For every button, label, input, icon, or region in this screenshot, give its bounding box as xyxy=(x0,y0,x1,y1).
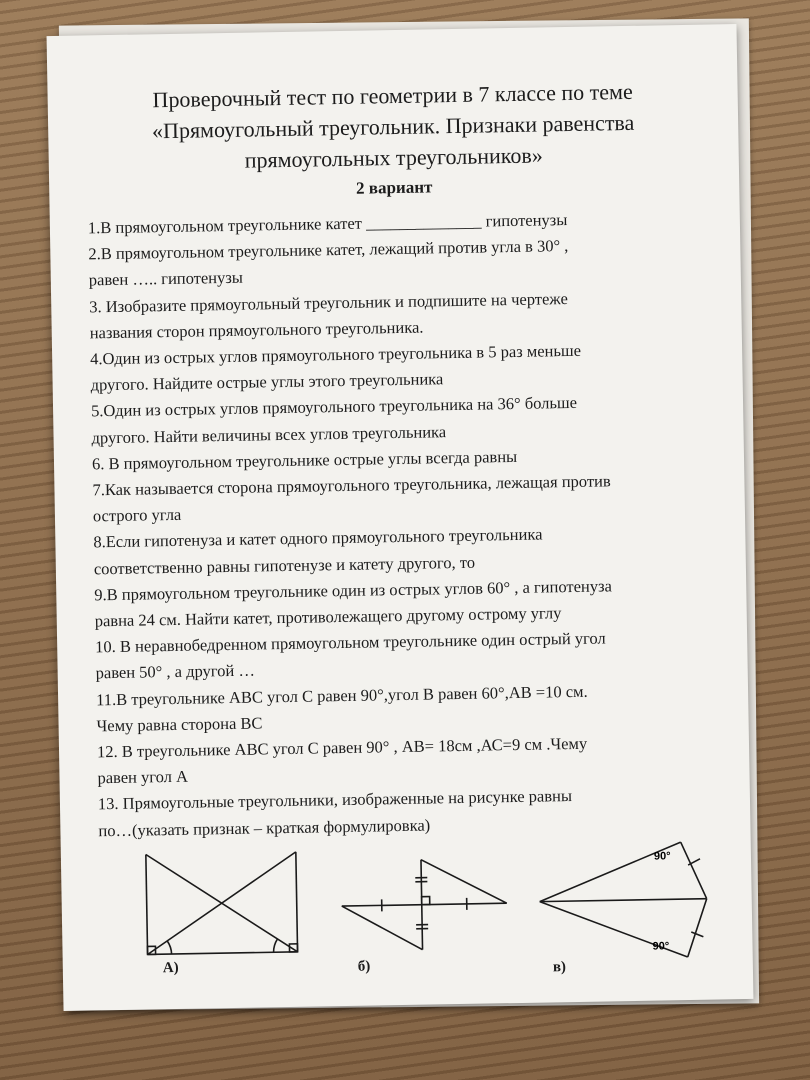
question-line: по…(указать признак – краткая формулировка) xyxy=(98,815,431,840)
question-line: 3. Изобразите прямоугольный треугольник и подпишите на чертеже xyxy=(89,288,568,316)
title-line: «Прямоугольный треугольник. Признаки равенства xyxy=(151,109,635,144)
title-line: прямоугольных треугольников» xyxy=(244,142,543,173)
question-line: 11.В треугольнике АВС угол С равен 90°,угол В равен 60°,АВ =10 см. xyxy=(95,681,588,709)
question-line: 12. В треугольнике АВС угол С равен 90° , АВ= 18см ,АС=9 см .Чему xyxy=(96,733,588,762)
question-line: 2.В прямоугольном треугольнике катет, лежащий против угла в 30° , xyxy=(88,236,569,264)
figure-b-drawing xyxy=(336,848,518,961)
question-line: 6. В прямоугольном треугольнике острые углы всегда равны xyxy=(91,446,518,474)
test-sheet xyxy=(47,24,754,1011)
question-line: 1.В прямоугольном треугольнике катет ______________ гипотенузы xyxy=(87,210,568,238)
question-line: 9.В прямоугольном треугольнике один из острых углов 60° , а гипотенуза xyxy=(94,576,612,605)
figure-c-drawing xyxy=(531,837,718,965)
question-line: 13. Прямоугольные треугольники, изображенные на рисунке равны xyxy=(97,786,573,814)
question-line: Чему равна сторона ВС xyxy=(96,713,263,736)
question-line: равен угол А xyxy=(97,767,189,788)
question-line: 4.Один из острых углов прямоугольного треугольника в 5 раз меньше xyxy=(90,340,582,369)
question-line: равен 50° , а другой … xyxy=(95,661,256,683)
question-line: названия сторон прямоугольного треугольника. xyxy=(89,317,424,343)
question-line: 8.Если гипотенуза и катет одного прямоугольного треугольника xyxy=(93,524,543,552)
question-line: соответственно равны гипотенузе и катету другого, то xyxy=(93,552,476,578)
question-line: острого угла xyxy=(92,505,182,526)
title-line: Проверочный тест по геометрии в 7 классе по теме xyxy=(152,78,633,113)
question-line: 5.Один из острых углов прямоугольного треугольника на 36° больше xyxy=(90,393,578,421)
test-title xyxy=(87,75,699,179)
angle-label-top: 90° xyxy=(653,850,671,863)
question-line: другого. Найти величины всех углов треугольника xyxy=(91,421,447,447)
question-line: равна 24 см. Найти катет, противолежащего другому острому углу xyxy=(94,603,562,631)
figure-b-label: б) xyxy=(357,958,371,975)
figure-a-drawing xyxy=(136,847,308,960)
variant-heading: 2 вариант xyxy=(355,177,433,198)
question-line: 7.Как называется сторона прямоугольного треугольника, лежащая против xyxy=(92,471,611,500)
question-list xyxy=(88,204,729,844)
question-line: 10. В неравнобедренном прямоугольном треугольнике один острый угол xyxy=(95,628,606,657)
angle-label-bottom: 90° xyxy=(652,940,670,953)
figure-a-label: А) xyxy=(162,959,179,977)
question-line: равен ….. гипотенузы xyxy=(88,268,244,290)
figure-c-label: в) xyxy=(552,959,567,976)
figures-row xyxy=(101,825,714,986)
question-line: другого. Найдите острые углы этого треугольника xyxy=(90,369,444,395)
